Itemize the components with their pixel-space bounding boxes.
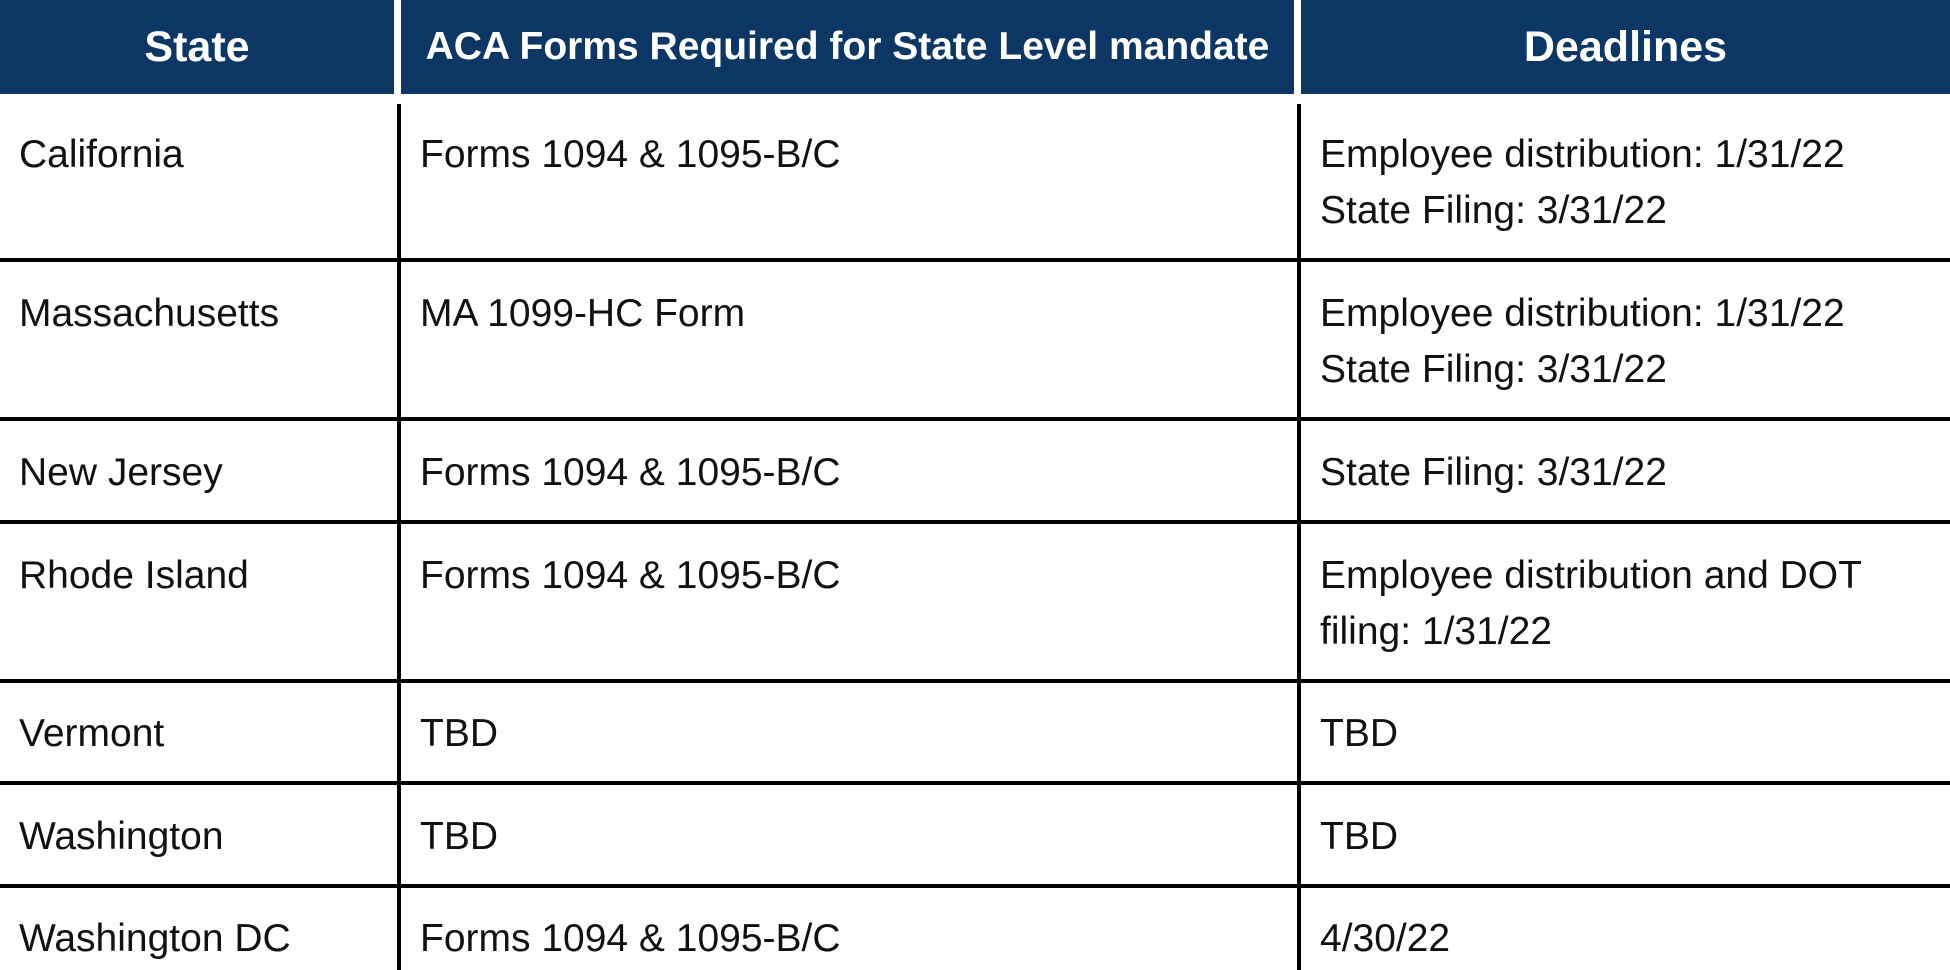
table-cell-forms: Forms 1094 & 1095-B/C [420, 451, 841, 494]
table-cell-deadlines: TBD [1320, 712, 1398, 755]
table-cell-forms: Forms 1094 & 1095-B/C [420, 917, 841, 960]
table-cell-state: Washington DC [19, 917, 291, 960]
table-cell-forms: Forms 1094 & 1095-B/C [420, 554, 841, 597]
row-divider [0, 520, 1950, 524]
table-cell-forms: Forms 1094 & 1095-B/C [420, 133, 841, 176]
header-forms: ACA Forms Required for State Level mandate [401, 0, 1294, 94]
table-cell-state: California [19, 133, 184, 176]
header-state: State [0, 0, 394, 94]
row-divider [0, 884, 1950, 888]
table-cell-deadlines: Employee distribution: 1/31/22 State Filing: 3/31/22 [1320, 292, 1845, 391]
table-cell-forms: MA 1099-HC Form [420, 292, 746, 335]
column-divider [397, 104, 401, 970]
table-cell-deadlines: TBD [1320, 815, 1398, 858]
table-cell-state: Washington [19, 815, 224, 858]
row-divider [0, 679, 1950, 683]
table-cell-state: Rhode Island [19, 554, 249, 597]
table-cell-state: Massachusetts [19, 292, 280, 335]
row-divider [0, 417, 1950, 421]
table-cell-deadlines: State Filing: 3/31/22 [1320, 451, 1667, 494]
table-cell-deadlines: Employee distribution: 1/31/22 State Filing: 3/31/22 [1320, 133, 1845, 232]
table-cell-deadlines: 4/30/22 [1320, 917, 1451, 960]
table-cell-deadlines: Employee distribution and DOT filing: 1/31/22 [1320, 554, 1862, 653]
header-deadlines: Deadlines [1301, 0, 1950, 94]
column-divider [1297, 104, 1301, 970]
row-divider [0, 258, 1950, 262]
row-divider [0, 781, 1950, 785]
table-cell-forms: TBD [420, 815, 498, 858]
table-cell-state: Vermont [19, 712, 165, 755]
table-cell-state: New Jersey [19, 451, 223, 494]
table-cell-forms: TBD [420, 712, 498, 755]
